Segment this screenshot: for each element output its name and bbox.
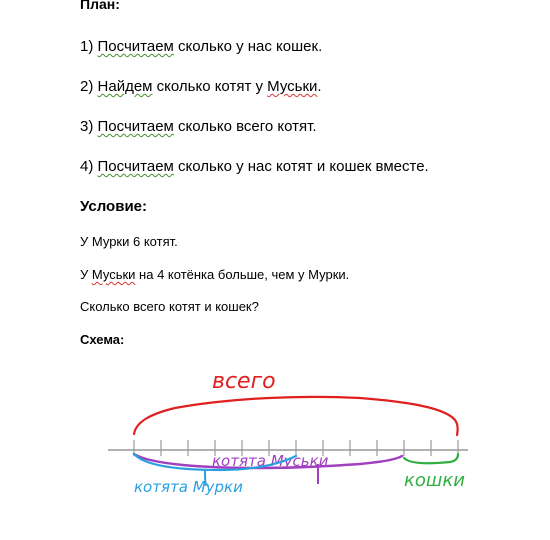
plan-heading: План:	[80, 0, 120, 12]
condition-text: У	[80, 267, 92, 282]
plan-item-1	[80, 38, 322, 55]
condition-line-2	[80, 267, 349, 282]
spellcheck-word: Посчитаем	[97, 158, 174, 175]
spellcheck-word: Найдем	[97, 78, 153, 95]
spellcheck-word: Муськи	[267, 78, 318, 95]
plan-item-3	[80, 118, 317, 135]
plan-item-number: 1)	[80, 38, 98, 55]
spellcheck-word: Посчитаем	[97, 118, 174, 135]
plan-item-number: 2)	[80, 78, 98, 95]
condition-line-3: Сколько всего котят и кошек?	[80, 299, 259, 314]
plan-item-text: сколько всего котят.	[173, 118, 317, 135]
condition-line-1: У Мурки 6 котят.	[80, 234, 178, 249]
spellcheck-word: Муськи	[91, 267, 136, 282]
plan-item-number: 4)	[80, 158, 98, 175]
total-label: всего	[212, 369, 276, 394]
murka-label: котята Мурки	[134, 478, 243, 496]
condition-text: на 4 котёнка больше, чем у Мурки.	[135, 267, 350, 282]
condition-heading: Условие:	[80, 198, 148, 215]
muska-label: котята Муськи	[212, 452, 329, 470]
plan-item-4	[80, 158, 429, 175]
spellcheck-word: Посчитаем	[97, 38, 174, 55]
total-brace	[134, 397, 458, 435]
plan-item-text: сколько котят у	[152, 78, 268, 95]
scheme-drawing	[0, 340, 550, 540]
plan-item-text: .	[317, 78, 322, 95]
cats-label: кошки	[404, 470, 465, 491]
plan-item-2	[80, 78, 322, 95]
plan-item-text: сколько у нас кошек.	[173, 38, 323, 55]
scheme-heading: Схема:	[80, 332, 125, 347]
plan-item-text: сколько у нас котят и кошек вместе.	[173, 158, 429, 175]
plan-item-number: 3)	[80, 118, 98, 135]
